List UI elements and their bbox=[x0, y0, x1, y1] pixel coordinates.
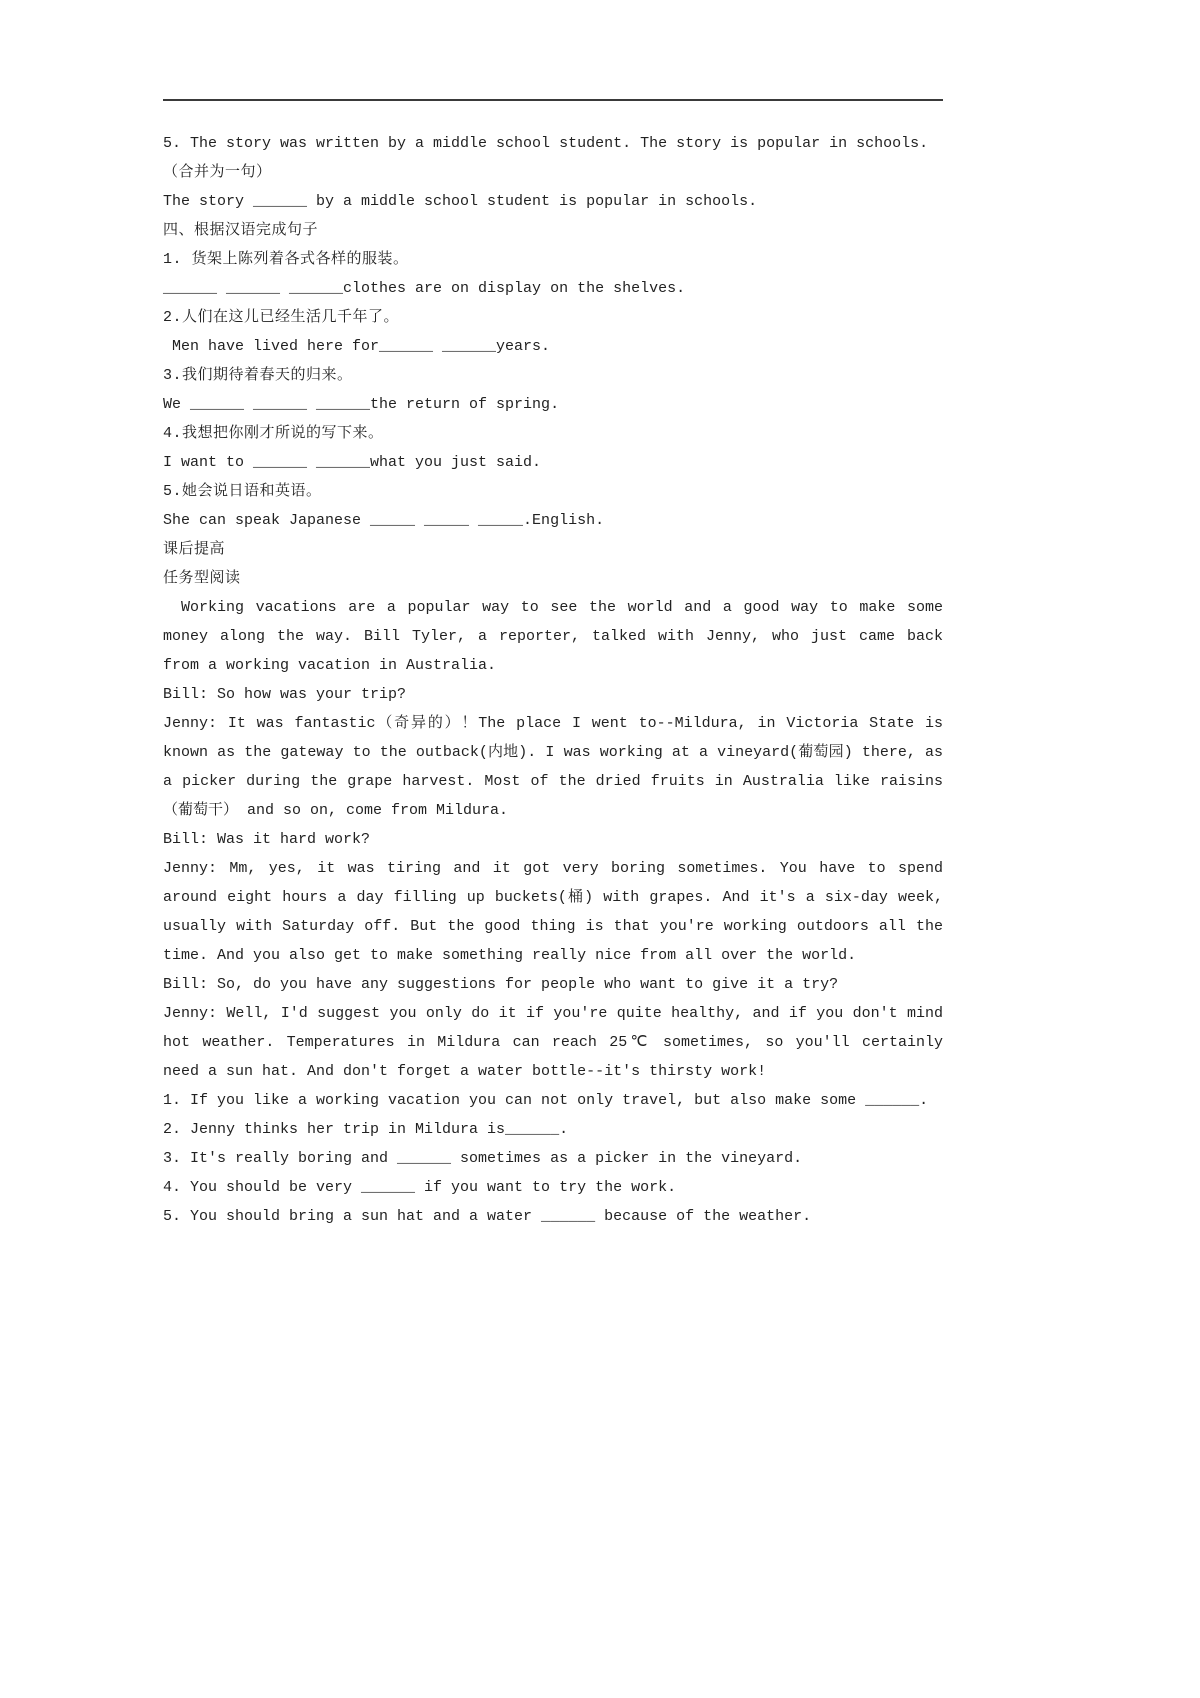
section4-item1-en: ______ ______ ______clothes are on display on the shelves. bbox=[163, 280, 686, 297]
transform-item-5: 5. The story was written by a middle school student. The story is popular in schools. bbox=[163, 135, 929, 152]
dialogue-line-jenny-1: Jenny: It was fantastic（奇异的）！The place I went to--Mildura, in Victoria State is known as the gateway to the outback(内地). I was working at a vineyard(葡萄园) there, as a picker during the grape harvest. Most of the dried fruits in Australia like raisins（葡萄干） and so on, come from Mildura. bbox=[163, 715, 943, 819]
reading-task-heading: 任务型阅读 bbox=[163, 570, 241, 587]
section4-item2-cn: 2.人们在这儿已经生活几千年了。 bbox=[163, 309, 400, 326]
section4-heading: 四、根据汉语完成句子 bbox=[163, 222, 319, 239]
section4-item2-en: Men have lived here for______ ______years. bbox=[172, 338, 551, 355]
section4-item5-cn: 5.她会说日语和英语。 bbox=[163, 483, 322, 500]
section4-item3-en: We ______ ______ ______the return of spring. bbox=[163, 396, 560, 413]
worksheet-content bbox=[163, 99, 943, 1231]
section4-item3-cn: 3.我们期待着春天的归来。 bbox=[163, 367, 353, 384]
dialogue-line-jenny-3: Jenny: Well, I'd suggest you only do it if you're quite healthy, and if you don't mind hot weather. Temperatures in Mildura can reach 25℃ sometimes, so you'll certainly need a sun hat. And don't forget a water bottle--it's thirsty work! bbox=[163, 1005, 943, 1080]
dialogue-line-bill-1: Bill: So how was your trip? bbox=[163, 686, 407, 703]
question-item-5: 5. You should bring a sun hat and a water ______ because of the weather. bbox=[163, 1208, 812, 1225]
dialogue-line-bill-3: Bill: So, do you have any suggestions for people who want to give it a try? bbox=[163, 976, 839, 993]
top-divider bbox=[163, 99, 943, 101]
transform-answer: The story ______ by a middle school student is popular in schools. bbox=[163, 193, 758, 210]
section4-item4-en: I want to ______ ______what you just said. bbox=[163, 454, 542, 471]
dialogue-line-bill-2: Bill: Was it hard work? bbox=[163, 831, 371, 848]
question-item-4: 4. You should be very ______ if you want to try the work. bbox=[163, 1179, 677, 1196]
question-item-3: 3. It's really boring and ______ sometimes as a picker in the vineyard. bbox=[163, 1150, 803, 1167]
after-class-heading: 课后提高 bbox=[163, 541, 226, 558]
reading-intro: Working vacations are a popular way to see the world and a good way to make some money along the way. Bill Tyler, a reporter, talked with Jenny, who just came back from a working vacation in Australia. bbox=[163, 599, 943, 674]
question-item-1: 1. If you like a working vacation you can not only travel, but also make some ______. bbox=[163, 1092, 929, 1109]
transform-note: （合并为一句） bbox=[163, 164, 272, 181]
section4-item5-en: She can speak Japanese _____ _____ _____.English. bbox=[163, 512, 605, 529]
question-item-2: 2. Jenny thinks her trip in Mildura is______. bbox=[163, 1121, 569, 1138]
dialogue-line-jenny-2: Jenny: Mm, yes, it was tiring and it got very boring sometimes. You have to spend around eight hours a day filling up buckets(桶) with grapes. And it's a six-day week, usually with Saturday off. But the good thing is that you're working outdoors all the time. And you also get to make something really nice from all over the world. bbox=[163, 860, 943, 964]
section4-item1-cn: 1. 货架上陈列着各式各样的服装。 bbox=[163, 251, 409, 268]
section4-item4-cn: 4.我想把你刚才所说的写下来。 bbox=[163, 425, 384, 442]
